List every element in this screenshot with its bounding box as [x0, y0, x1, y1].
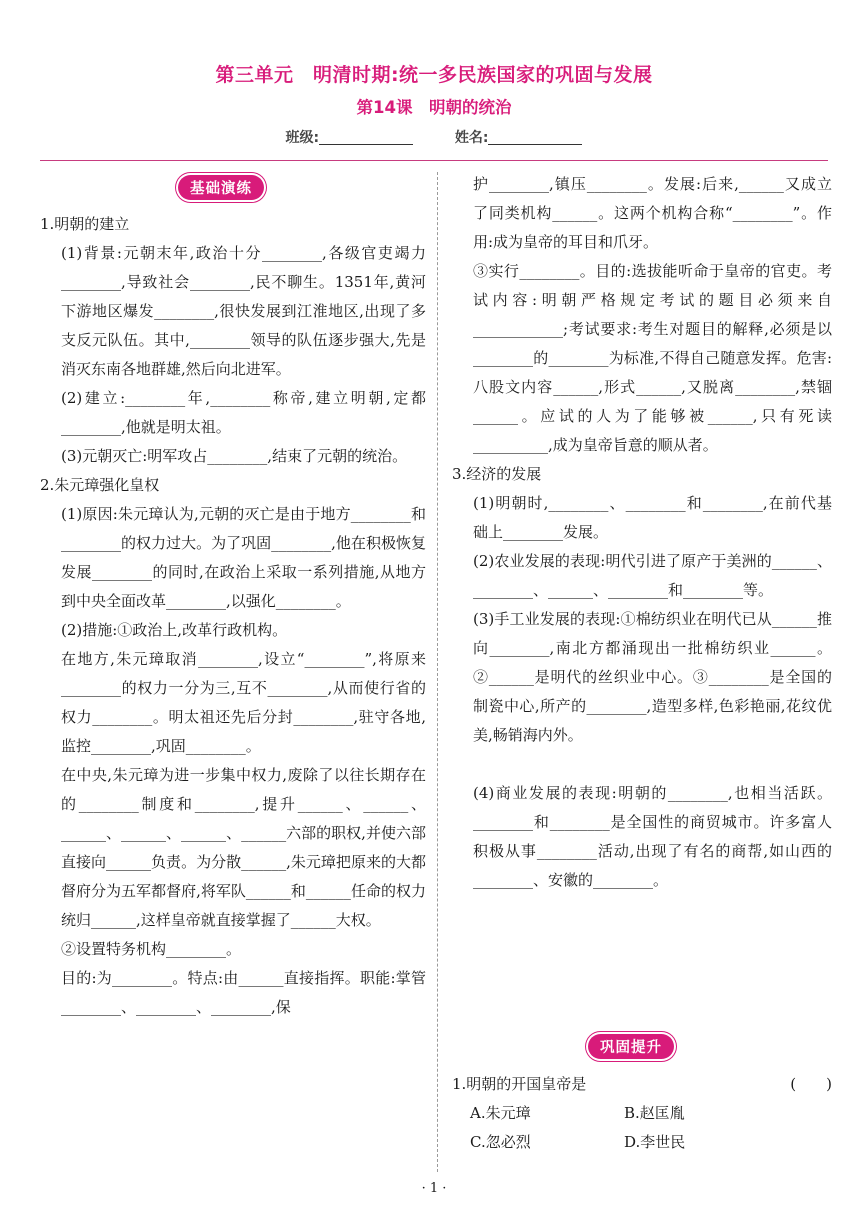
class-label: 班级: — [285, 130, 320, 146]
column-divider — [437, 172, 438, 1172]
section-badge-consolidate — [588, 1034, 674, 1059]
paragraph: (2)农业发展的表现:明代引进了原产于美洲的______、________、______、________和________等。 — [473, 552, 832, 599]
name-label: 姓名: — [454, 130, 489, 146]
heading-1: 1.明朝的建立 — [40, 215, 130, 233]
paragraph: (2)建立:________年,________称帝,建立明朝,定都________,他就是明太祖。 — [61, 389, 426, 436]
paragraph: 目的:为________。特点:由______直接指挥。职能:掌管________、________、________,保 — [61, 969, 426, 1016]
section-badge-basic — [178, 175, 264, 200]
paragraph: (3)手工业发展的表现:①棉纺织业在明代已从______推向________,南北方都涌现出一批棉纺织业______。②______是明代的丝织业中心。③________是全国的制瓷中心,所产的________,造型多样,色彩艳丽,花纹优美,畅销海内外。 — [473, 610, 832, 744]
paragraph: (1)原因:朱元璋认为,元朝的灭亡是由于地方________和________的权力过大。为了巩固________,他在积极恢复发展________的同时,在政治上采取一系列措施,从地方到中央全面改革________,以强化________。 — [61, 505, 426, 610]
name-row — [0, 127, 868, 147]
paragraph: ③实行________。目的:选拔能听命于皇帝的官吏。考试内容:明朝严格规定考试的题目必须来自____________;考试要求:考生对题目的解释,必须是以________的________为标准,不得自己随意发挥。危害:八股文内容______,形式______,又脱离________,禁锢______。应试的人为了能够被______,只有死读__________,成为皇帝旨意的顺从者。 — [473, 262, 832, 454]
name-blank[interactable] — [488, 130, 582, 145]
paragraph: (1)背景:元朝末年,政治十分________,各级官吏竭力________,导致社会________,民不聊生。1351年,黄河下游地区爆发________,很快发展到江淮地区,出现了多支反元队伍。其中,________领导的队伍逐步强大,先是消灭东南各地群雄,然后向北进军。 — [61, 244, 426, 378]
paragraph: 护________,镇压________。发展:后来,______又成立了同类机构______。这两个机构合称“________”。作用:成为皇帝的耳目和爪牙。 — [473, 175, 832, 251]
unit-title: 第三单元 明清时期:统一多民族国家的巩固与发展 — [215, 64, 653, 86]
section-basic-label: 基础演练 — [178, 175, 264, 200]
page-number: · 1 · — [421, 1181, 447, 1196]
question-stem: 1.明朝的开国皇帝是 — [452, 1075, 587, 1093]
paragraph: 在中央,朱元璋为进一步集中权力,废除了以往长期存在的________制度和________,提升______、______、______、______、______、______六部的职权,并使六部直接向______负责。为分散______,朱元璋把原来的大都督府分为五军都督府,将军队______和______任命的权力统归______,这样皇帝就直接掌握了______大权。 — [61, 766, 426, 929]
left-column — [40, 210, 426, 1022]
paragraph: ②设置特务机构________。 — [61, 940, 242, 958]
heading-2: 2.朱元璋强化皇权 — [40, 476, 160, 494]
question-1 — [452, 1070, 832, 1099]
paragraph: 在地方,朱元璋取消________,设立“________”,将原来________的权力一分为三,互不________,从而使行省的权力________。明太祖还先后分封________,驻守各地,监控________,巩固________。 — [61, 650, 426, 755]
option-c[interactable]: C.忽必烈 — [470, 1133, 531, 1151]
paragraph: (3)元朝灭亡:明军攻占________,结束了元朝的统治。 — [61, 447, 408, 465]
options-row-2 — [452, 1128, 832, 1157]
paragraph: (4)商业发展的表现:明朝的________,也相当活跃。________和________是全国性的商贸城市。许多富人积极从事________活动,出现了有名的商帮,如山西的________、安徽的________。 — [473, 784, 832, 889]
option-b[interactable]: B.赵匡胤 — [624, 1104, 685, 1122]
option-a[interactable]: A.朱元璋 — [470, 1104, 531, 1122]
right-column — [452, 170, 832, 895]
options-row-1 — [452, 1099, 832, 1128]
option-d[interactable]: D.李世民 — [624, 1133, 686, 1151]
lesson-title: 第14课 明朝的统治 — [356, 98, 512, 117]
class-blank[interactable] — [319, 130, 413, 145]
question-block — [452, 1070, 832, 1157]
heading-3: 3.经济的发展 — [452, 465, 542, 483]
answer-bracket[interactable]: ( ) — [790, 1075, 832, 1093]
header-rule — [40, 160, 828, 161]
section-consolidate-label: 巩固提升 — [588, 1034, 674, 1059]
paragraph: (1)明朝时,________、________和________,在前代基础上________发展。 — [473, 494, 832, 541]
paragraph: (2)措施:①政治上,改革行政机构。 — [61, 621, 288, 639]
